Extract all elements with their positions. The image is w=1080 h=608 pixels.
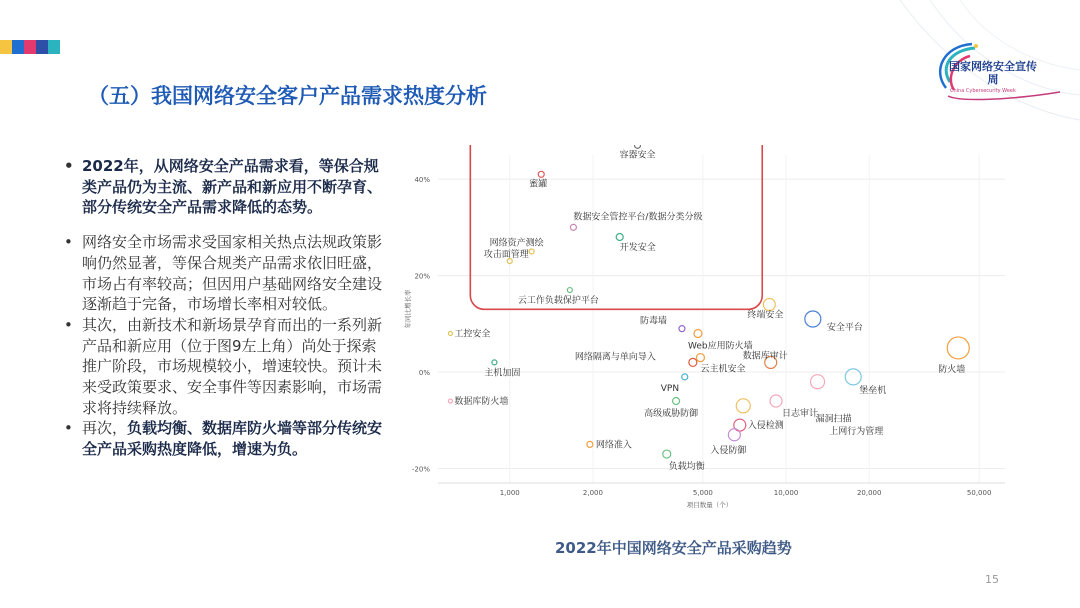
bullet-new-products: • 其次，由新技术和新场景孕育而出的一系列新产品和新应用（位于图9左上角）尚处于探索推广阶段，市场规模较小，增速较快。预计未来受政策要求、安全事件等因素影响，市场需求将持续释放。 [64, 315, 384, 419]
x-axis-label: 项目数量（个） [686, 501, 733, 509]
page-number: 15 [985, 573, 999, 586]
x-tick-label: 50,000 [966, 489, 992, 497]
point-label: Web应用防火墙 [687, 341, 753, 352]
data-point [728, 429, 740, 441]
point-label: 漏洞扫描 [815, 414, 852, 425]
point-label: 开发安全 [619, 243, 656, 253]
point-label: 终端安全 [747, 310, 784, 321]
data-point [538, 171, 544, 177]
point-label: 网络准入 [595, 440, 632, 451]
data-point [616, 234, 623, 241]
logo-title: 国家网络安全宣传周 [949, 60, 1037, 86]
y-tick-label: 20% [414, 272, 430, 281]
logo-subtitle: China Cybersecurity Week [950, 88, 1016, 94]
point-label: 高级威胁防御 [644, 409, 699, 419]
point-label: 数据安全管控平台/数据分类分级 [573, 212, 703, 223]
x-tick-label: 10,000 [773, 489, 799, 497]
point-label: 网络资产测绘 [489, 238, 544, 249]
data-point [635, 145, 641, 148]
point-label: 负载均衡 [668, 462, 705, 473]
y-tick-label: -20% [411, 465, 430, 474]
data-point [736, 399, 750, 413]
data-point [770, 395, 782, 407]
data-point [947, 337, 969, 359]
point-label: 蜜罐 [529, 179, 548, 190]
point-label: 主机加固 [484, 368, 521, 379]
point-label: 日志审计 [782, 409, 819, 419]
point-label: 容器安全 [619, 150, 656, 161]
data-point [448, 399, 452, 403]
data-point [529, 249, 534, 254]
bullet-bold-rest: 负载均衡、数据库防火墙等部分传统安全产品采购热度降低，增速为负。 [82, 419, 383, 459]
data-point [682, 374, 688, 380]
top-color-bar [0, 40, 60, 54]
bullet-traditional [64, 418, 384, 459]
chart-caption: 2022年中国网络安全产品采购趋势 [555, 539, 792, 557]
bullet-list [64, 156, 384, 460]
point-label: 数据库审计 [742, 351, 788, 362]
bullet-prefix: 再次， [82, 419, 128, 438]
data-point [587, 441, 593, 447]
point-label: 堡垒机 [859, 385, 887, 396]
bullet-compliance: • 网络安全市场需求受国家相关热点法规政策影响仍然显著，等保合规类产品需求依旧旺盛，市场占有率较高；但因用户基础网络安全建设逐渐趋于完备，市场增长率相对较低。 [64, 232, 384, 315]
bullet-summary: • 2022年，从网络安全产品需求看，等保合规类产品仍为主流、新产品和新应用不断孕育、部分传统安全产品需求降低的态势。 [64, 156, 384, 218]
x-tick-label: 2,000 [582, 489, 603, 497]
point-label: 工控安全 [454, 329, 491, 340]
point-label: 云工作负载保护平台 [517, 296, 599, 307]
highlight-box [470, 145, 762, 309]
point-label: 入侵检测 [747, 421, 784, 432]
data-point [805, 311, 821, 327]
data-point [689, 358, 697, 366]
point-label: 防火墙 [938, 364, 966, 375]
data-point [492, 360, 497, 365]
y-tick-label: 0% [418, 369, 430, 378]
point-label: 上网行为管理 [829, 426, 884, 437]
y-axis-label: 年同比增长率 [404, 289, 412, 329]
point-label: 数据库防火墙 [454, 397, 509, 407]
page-title: （五）我国网络安全客户产品需求热度分析 [88, 84, 487, 108]
data-point [763, 299, 775, 311]
data-point [845, 369, 861, 385]
point-label: 云主机安全 [700, 364, 746, 375]
point-label: 防毒墙 [639, 316, 667, 327]
point-label: 入侵防御 [710, 445, 747, 456]
data-point [567, 288, 572, 293]
data-point [663, 450, 671, 458]
data-point [673, 398, 680, 405]
data-point [694, 329, 702, 337]
data-point [448, 331, 452, 335]
data-point [811, 375, 825, 389]
data-point [679, 326, 685, 332]
x-tick-label: 20,000 [856, 489, 882, 497]
x-tick-label: 5,000 [692, 489, 713, 497]
point-label: 攻击面管理 [483, 250, 529, 261]
y-tick-label: 40% [414, 176, 430, 185]
x-tick-label: 1,000 [499, 489, 520, 497]
point-label: 网络隔离与单向导入 [574, 352, 656, 363]
point-label: VPN [660, 383, 680, 394]
scatter-chart [400, 145, 1020, 515]
point-label: 安全平台 [826, 323, 863, 333]
data-point [570, 224, 576, 230]
